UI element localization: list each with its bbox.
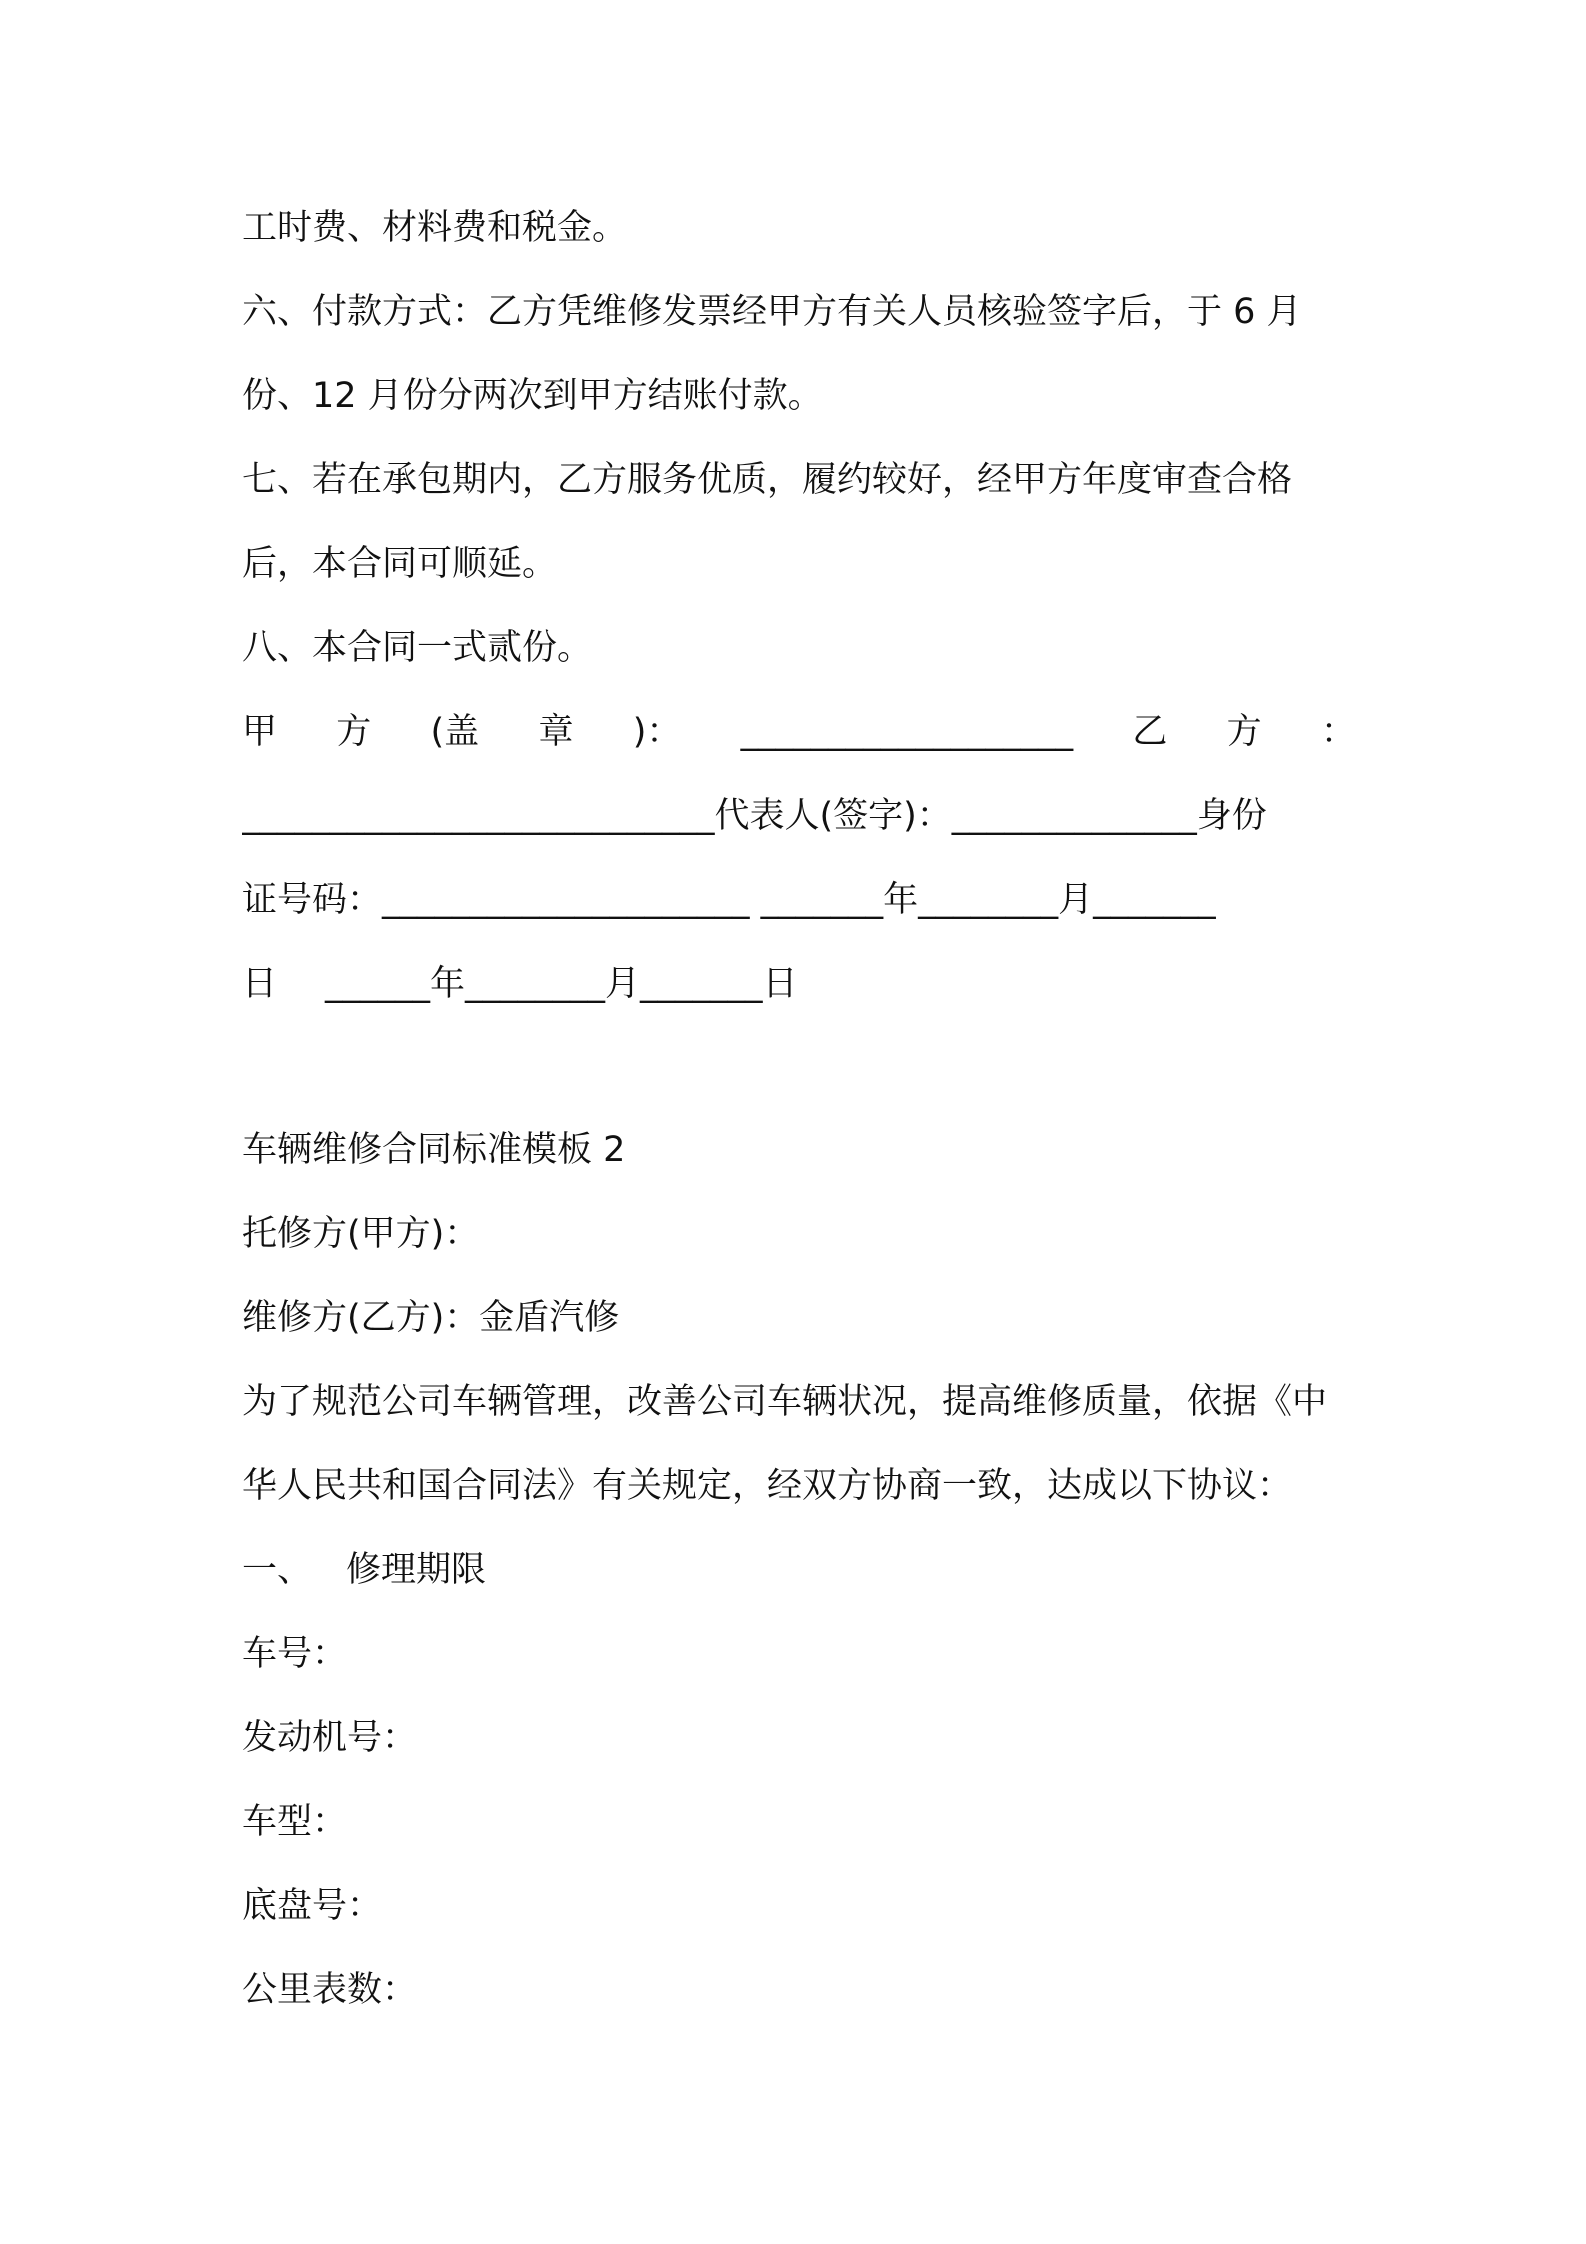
text-line: ___________________________代表人(签字)：______________身份 xyxy=(242,796,1267,836)
item-number: 一、 xyxy=(242,1550,313,1590)
day-label: 日 xyxy=(242,964,278,1004)
sig-token: 章 xyxy=(538,712,574,752)
sig-token: )： xyxy=(632,712,682,752)
text-line: 证号码：_____________________ _______年________月_______ xyxy=(242,880,1216,920)
text-line xyxy=(242,960,1356,1008)
sig-token: 甲 xyxy=(242,712,278,752)
text-line: 六、付款方式：乙方凭维修发票经甲方有关人员核验签字后，于 6 月 xyxy=(242,292,1302,332)
section-title: 车辆维修合同标准模板 2 xyxy=(242,1130,626,1170)
date-blanks: ______年________月_______日 xyxy=(325,964,798,1004)
sig-token: (盖 xyxy=(430,712,480,752)
text-line xyxy=(242,1546,1356,1594)
text-line: 份、12 月份分两次到甲方结账付款。 xyxy=(242,376,823,416)
sig-token: 方 xyxy=(336,712,372,752)
field-label: 底盘号： xyxy=(242,1886,383,1926)
text-line: 工时费、材料费和税金。 xyxy=(242,208,628,248)
sig-token: ： xyxy=(1320,712,1356,752)
field-label: 车号： xyxy=(242,1634,348,1674)
signature-row xyxy=(242,708,1356,756)
sig-blank: ___________________ xyxy=(740,712,1074,752)
field-label: 公里表数： xyxy=(242,1970,418,2010)
field-label: 发动机号： xyxy=(242,1718,418,1758)
text-line: 后，本合同可顺延。 xyxy=(242,544,558,584)
text-line: 维修方(乙方)：金盾汽修 xyxy=(242,1298,620,1338)
text-line: 八、本合同一式贰份。 xyxy=(242,628,593,668)
text-line: 托修方(甲方)： xyxy=(242,1214,480,1254)
sig-token: 方 xyxy=(1226,712,1262,752)
text-line: 华人民共和国合同法》有关规定，经双方协商一致，达成以下协议： xyxy=(242,1466,1293,1506)
text-line: 七、若在承包期内，乙方服务优质，履约较好，经甲方年度审查合格 xyxy=(242,460,1293,500)
text-line: 为了规范公司车辆管理，改善公司车辆状况，提高维修质量，依据《中 xyxy=(242,1382,1328,1422)
item-heading: 修理期限 xyxy=(346,1550,487,1590)
sig-token: 乙 xyxy=(1132,712,1168,752)
field-label: 车型： xyxy=(242,1802,348,1842)
